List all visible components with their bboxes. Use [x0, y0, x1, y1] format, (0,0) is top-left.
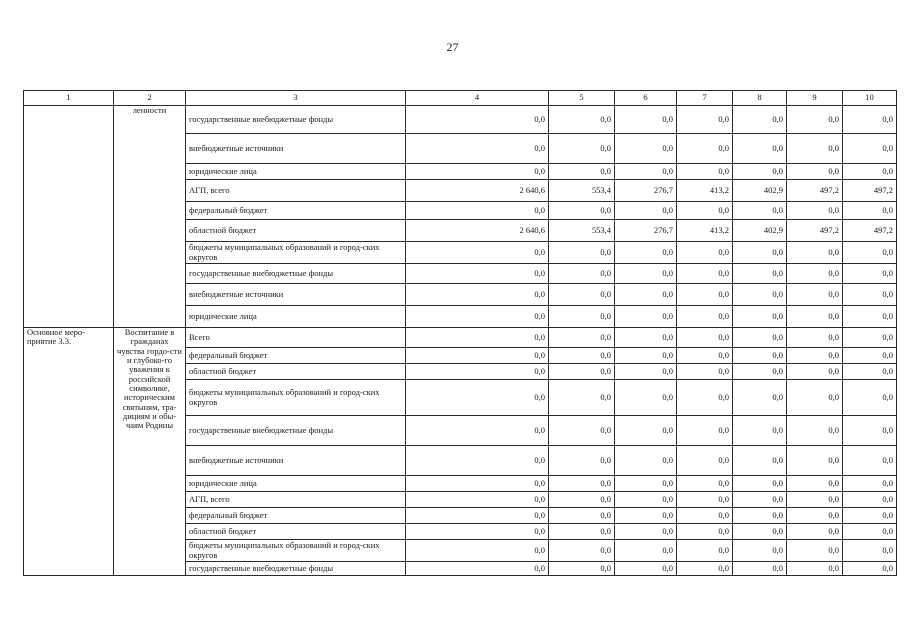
value-cell: 0,0	[549, 284, 615, 306]
value-cell: 0,0	[677, 284, 733, 306]
funding-source-cell: государственные внебюджетные фонды	[186, 562, 406, 576]
value-cell: 413,2	[677, 220, 733, 242]
value-cell: 0,0	[787, 202, 843, 220]
value-cell: 0,0	[733, 524, 787, 540]
value-cell: 0,0	[843, 492, 897, 508]
value-cell: 0,0	[787, 446, 843, 476]
value-cell: 0,0	[406, 284, 549, 306]
activity-code-cell	[24, 106, 114, 328]
value-cell: 0,0	[549, 364, 615, 380]
value-cell: 0,0	[843, 284, 897, 306]
value-cell: 0,0	[787, 364, 843, 380]
value-cell: 0,0	[549, 202, 615, 220]
funding-source-cell: юридические лица	[186, 476, 406, 492]
value-cell: 402,9	[733, 180, 787, 202]
value-cell: 0,0	[733, 416, 787, 446]
value-cell: 0,0	[787, 164, 843, 180]
value-cell: 0,0	[843, 264, 897, 284]
value-cell: 0,0	[843, 164, 897, 180]
value-cell: 0,0	[549, 328, 615, 348]
value-cell: 0,0	[615, 364, 677, 380]
value-cell: 0,0	[406, 508, 549, 524]
value-cell: 0,0	[406, 562, 549, 576]
value-cell: 0,0	[677, 364, 733, 380]
value-cell: 0,0	[843, 524, 897, 540]
activity-name-cell: Воспитание в гражданах чувства гордо-сти и глубоко-го уважения к российской символике, историческим святыням, тра-дициям и обы-чаям Родины	[114, 328, 186, 576]
value-cell: 0,0	[615, 562, 677, 576]
value-cell: 0,0	[843, 380, 897, 416]
value-cell: 0,0	[677, 492, 733, 508]
header-row	[24, 91, 897, 106]
value-cell: 0,0	[733, 364, 787, 380]
value-cell: 0,0	[549, 164, 615, 180]
value-cell: 0,0	[733, 242, 787, 264]
value-cell: 0,0	[733, 380, 787, 416]
funding-source-cell: бюджеты муниципальных образований и город-ских округов	[186, 540, 406, 562]
value-cell: 0,0	[843, 134, 897, 164]
value-cell: 0,0	[406, 164, 549, 180]
value-cell: 0,0	[615, 348, 677, 364]
value-cell: 0,0	[677, 328, 733, 348]
value-cell: 0,0	[549, 348, 615, 364]
value-cell: 0,0	[843, 364, 897, 380]
value-cell: 0,0	[787, 106, 843, 134]
value-cell: 0,0	[733, 306, 787, 328]
value-cell: 0,0	[615, 284, 677, 306]
value-cell: 553,4	[549, 220, 615, 242]
value-cell: 0,0	[549, 106, 615, 134]
value-cell: 0,0	[843, 348, 897, 364]
value-cell: 0,0	[677, 380, 733, 416]
value-cell: 0,0	[615, 508, 677, 524]
value-cell: 0,0	[843, 202, 897, 220]
value-cell: 0,0	[787, 242, 843, 264]
value-cell: 0,0	[406, 106, 549, 134]
value-cell: 0,0	[787, 306, 843, 328]
value-cell: 0,0	[733, 264, 787, 284]
value-cell: 0,0	[733, 446, 787, 476]
value-cell: 0,0	[787, 380, 843, 416]
value-cell: 0,0	[787, 328, 843, 348]
value-cell: 0,0	[733, 348, 787, 364]
funding-source-cell: бюджеты муниципальных образований и город-ских округов	[186, 242, 406, 264]
value-cell: 0,0	[733, 492, 787, 508]
funding-source-cell: государственные внебюджетные фонды	[186, 106, 406, 134]
value-cell: 0,0	[406, 524, 549, 540]
value-cell: 0,0	[615, 242, 677, 264]
value-cell: 0,0	[406, 134, 549, 164]
funding-source-cell: областной бюджет	[186, 220, 406, 242]
value-cell: 2 640,6	[406, 220, 549, 242]
value-cell: 0,0	[677, 134, 733, 164]
funding-source-cell: юридические лица	[186, 306, 406, 328]
value-cell: 0,0	[406, 416, 549, 446]
value-cell: 0,0	[549, 134, 615, 164]
value-cell: 0,0	[733, 202, 787, 220]
funding-source-cell: бюджеты муниципальных образований и город-ских округов	[186, 380, 406, 416]
value-cell: 0,0	[787, 284, 843, 306]
value-cell: 0,0	[615, 416, 677, 446]
value-cell: 402,9	[733, 220, 787, 242]
funding-source-cell: федеральный бюджет	[186, 508, 406, 524]
value-cell: 0,0	[677, 524, 733, 540]
value-cell: 0,0	[677, 348, 733, 364]
value-cell: 0,0	[677, 508, 733, 524]
value-cell: 0,0	[677, 540, 733, 562]
funding-source-cell: федеральный бюджет	[186, 348, 406, 364]
value-cell: 0,0	[677, 242, 733, 264]
value-cell: 0,0	[677, 264, 733, 284]
funding-source-cell: государственные внебюджетные фонды	[186, 416, 406, 446]
value-cell: 0,0	[843, 446, 897, 476]
value-cell: 0,0	[677, 306, 733, 328]
column-header: 6	[615, 91, 677, 106]
column-header: 9	[787, 91, 843, 106]
value-cell: 0,0	[406, 540, 549, 562]
value-cell: 0,0	[787, 476, 843, 492]
value-cell: 276,7	[615, 220, 677, 242]
value-cell: 0,0	[787, 416, 843, 446]
value-cell: 0,0	[406, 364, 549, 380]
value-cell: 0,0	[787, 134, 843, 164]
value-cell: 0,0	[549, 508, 615, 524]
value-cell: 276,7	[615, 180, 677, 202]
funding-source-cell: Всего	[186, 328, 406, 348]
value-cell: 0,0	[549, 562, 615, 576]
value-cell: 0,0	[549, 416, 615, 446]
funding-source-cell: АГП, всего	[186, 180, 406, 202]
column-header: 1	[24, 91, 114, 106]
value-cell: 0,0	[406, 446, 549, 476]
value-cell: 0,0	[733, 106, 787, 134]
value-cell: 0,0	[549, 264, 615, 284]
value-cell: 0,0	[787, 492, 843, 508]
value-cell: 0,0	[406, 348, 549, 364]
value-cell: 0,0	[615, 264, 677, 284]
value-cell: 0,0	[843, 306, 897, 328]
value-cell: 0,0	[733, 284, 787, 306]
value-cell: 413,2	[677, 180, 733, 202]
value-cell: 0,0	[733, 164, 787, 180]
value-cell: 0,0	[615, 134, 677, 164]
value-cell: 0,0	[843, 508, 897, 524]
value-cell: 497,2	[787, 180, 843, 202]
column-header: 2	[114, 91, 186, 106]
value-cell: 0,0	[733, 134, 787, 164]
value-cell: 0,0	[733, 476, 787, 492]
value-cell: 0,0	[615, 328, 677, 348]
value-cell: 0,0	[549, 540, 615, 562]
value-cell: 0,0	[406, 306, 549, 328]
value-cell: 0,0	[406, 264, 549, 284]
value-cell: 0,0	[843, 242, 897, 264]
value-cell: 0,0	[677, 416, 733, 446]
column-header: 8	[733, 91, 787, 106]
value-cell: 0,0	[843, 328, 897, 348]
value-cell: 0,0	[677, 164, 733, 180]
value-cell: 0,0	[549, 380, 615, 416]
value-cell: 2 640,6	[406, 180, 549, 202]
value-cell: 0,0	[615, 164, 677, 180]
column-header: 3	[186, 91, 406, 106]
value-cell: 0,0	[677, 476, 733, 492]
column-header: 10	[843, 91, 897, 106]
value-cell: 0,0	[549, 446, 615, 476]
value-cell: 0,0	[549, 242, 615, 264]
value-cell: 0,0	[406, 242, 549, 264]
funding-source-cell: областной бюджет	[186, 364, 406, 380]
table-row	[24, 328, 897, 348]
funding-source-cell: внебюджетные источники	[186, 284, 406, 306]
value-cell: 0,0	[733, 562, 787, 576]
value-cell: 0,0	[406, 476, 549, 492]
value-cell: 0,0	[677, 562, 733, 576]
value-cell: 0,0	[406, 202, 549, 220]
value-cell: 0,0	[615, 524, 677, 540]
value-cell: 0,0	[615, 380, 677, 416]
value-cell: 0,0	[677, 202, 733, 220]
activity-code-cell: Основное меро-приятие 3.3.	[24, 328, 114, 576]
column-header: 4	[406, 91, 549, 106]
table-row	[24, 106, 897, 134]
value-cell: 497,2	[787, 220, 843, 242]
value-cell: 0,0	[677, 106, 733, 134]
value-cell: 0,0	[843, 106, 897, 134]
value-cell: 0,0	[843, 562, 897, 576]
value-cell: 0,0	[549, 476, 615, 492]
value-cell: 0,0	[787, 508, 843, 524]
funding-source-cell: внебюджетные источники	[186, 446, 406, 476]
value-cell: 0,0	[615, 106, 677, 134]
value-cell: 0,0	[787, 264, 843, 284]
value-cell: 0,0	[615, 476, 677, 492]
value-cell: 0,0	[549, 524, 615, 540]
value-cell: 0,0	[406, 492, 549, 508]
page-number: 27	[446, 40, 459, 54]
value-cell: 0,0	[615, 446, 677, 476]
funding-source-cell: внебюджетные источники	[186, 134, 406, 164]
value-cell: 553,4	[549, 180, 615, 202]
funding-table	[23, 90, 897, 576]
funding-source-cell: государственные внебюджетные фонды	[186, 264, 406, 284]
value-cell: 0,0	[615, 492, 677, 508]
value-cell: 0,0	[787, 524, 843, 540]
value-cell: 0,0	[615, 202, 677, 220]
value-cell: 0,0	[406, 380, 549, 416]
value-cell: 0,0	[787, 562, 843, 576]
value-cell: 0,0	[787, 348, 843, 364]
column-header: 5	[549, 91, 615, 106]
value-cell: 0,0	[549, 306, 615, 328]
table-body	[24, 106, 897, 576]
value-cell: 0,0	[615, 306, 677, 328]
value-cell: 497,2	[843, 180, 897, 202]
value-cell: 0,0	[843, 476, 897, 492]
value-cell: 497,2	[843, 220, 897, 242]
activity-name-cell: ленности	[114, 106, 186, 328]
column-header: 7	[677, 91, 733, 106]
value-cell: 0,0	[549, 492, 615, 508]
funding-source-cell: областной бюджет	[186, 524, 406, 540]
value-cell: 0,0	[406, 328, 549, 348]
value-cell: 0,0	[733, 328, 787, 348]
value-cell: 0,0	[733, 508, 787, 524]
value-cell: 0,0	[787, 540, 843, 562]
value-cell: 0,0	[677, 446, 733, 476]
funding-source-cell: юридические лица	[186, 164, 406, 180]
value-cell: 0,0	[843, 540, 897, 562]
value-cell: 0,0	[733, 540, 787, 562]
funding-source-cell: федеральный бюджет	[186, 202, 406, 220]
funding-source-cell: АГП, всего	[186, 492, 406, 508]
value-cell: 0,0	[615, 540, 677, 562]
value-cell: 0,0	[843, 416, 897, 446]
